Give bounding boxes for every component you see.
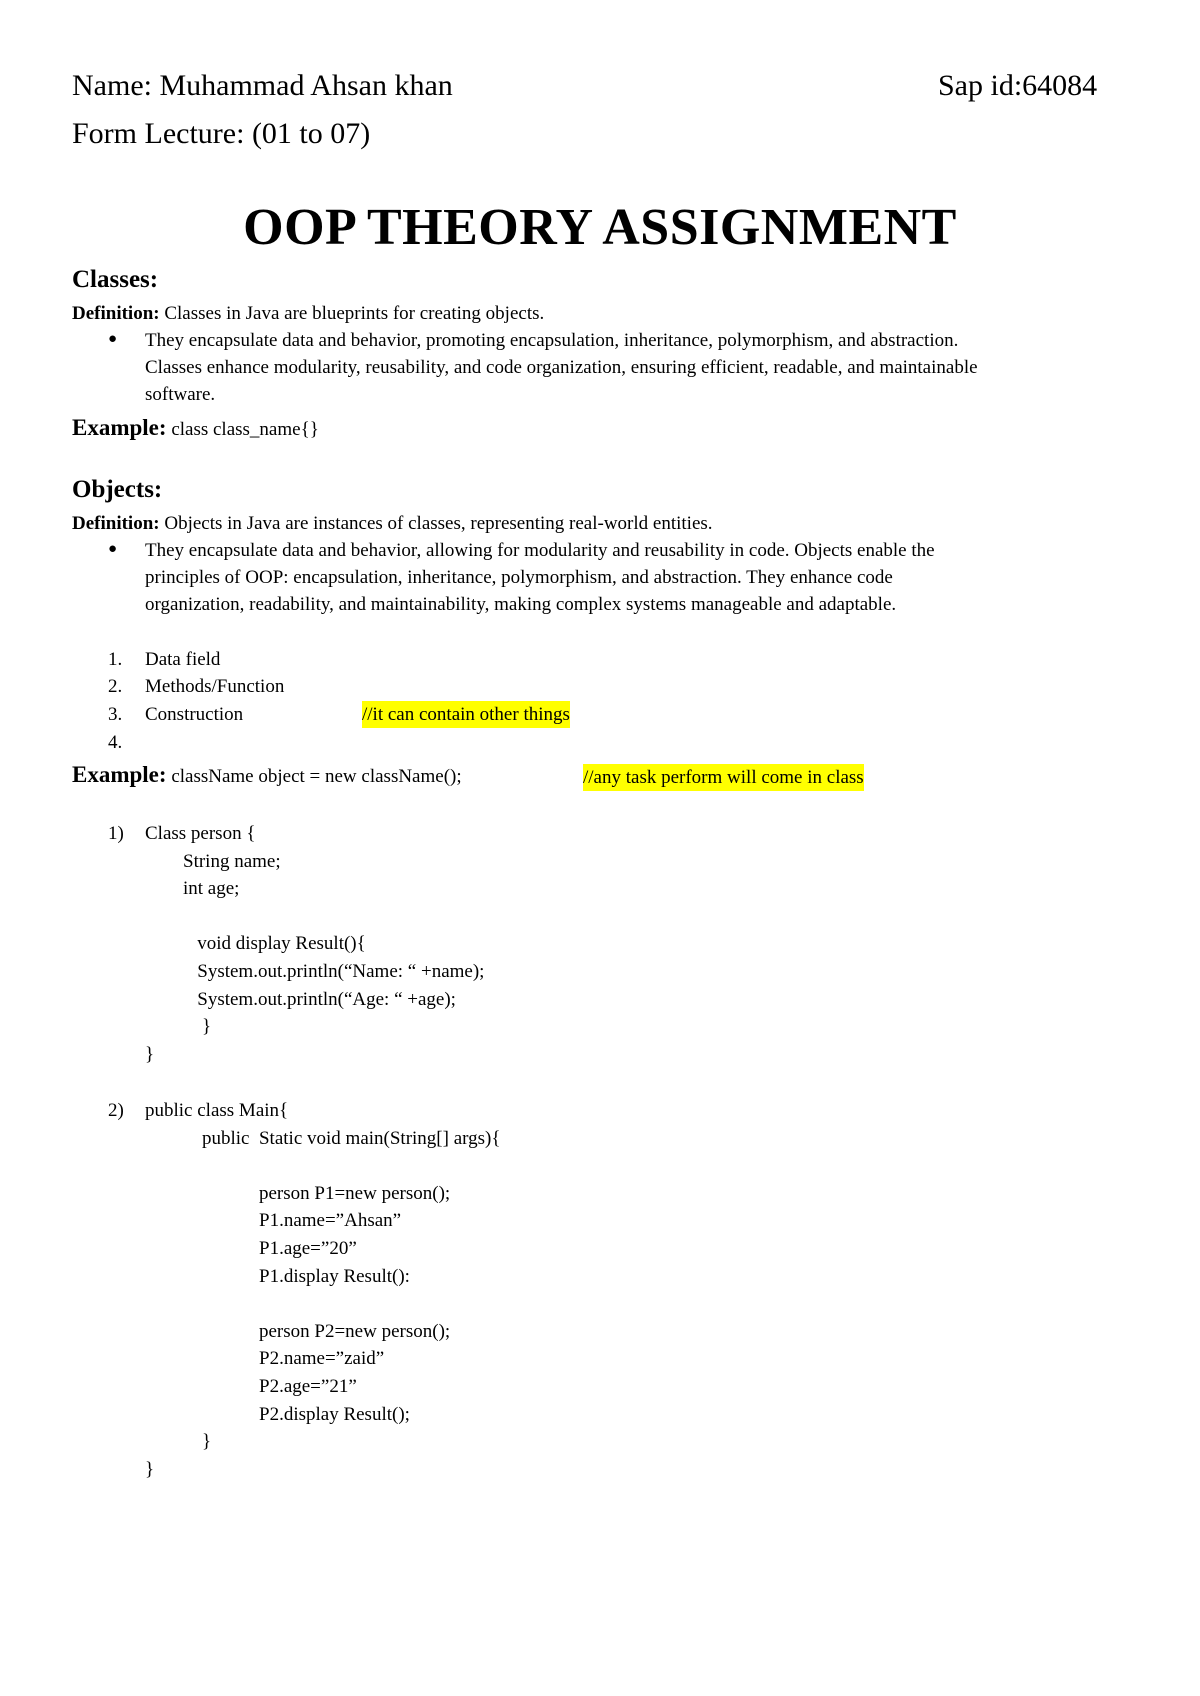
list-item: Methods/Function <box>145 676 285 697</box>
code-example-number: 1) <box>108 823 124 844</box>
code-line: person P2=new person(); <box>145 1320 451 1342</box>
classes-heading: Classes: <box>72 266 159 293</box>
list-number: 3. <box>108 704 123 725</box>
code-line: Class person { <box>145 823 256 844</box>
objects-definition-label: Definition: <box>72 513 160 534</box>
classes-example-code: class class_name{} <box>166 419 319 440</box>
code-line: System.out.println(“Name: “ +name); <box>145 960 485 982</box>
code-line: void display Result(){ <box>145 933 366 955</box>
page-title: OOP THEORY ASSIGNMENT <box>243 199 957 256</box>
objects-example <box>72 761 462 790</box>
code-line: public class Main{ <box>145 1100 289 1121</box>
code-line: person P1=new person(); <box>145 1182 451 1204</box>
objects-definition-text: Objects in Java are instances of classes, representing real-world entities. <box>159 513 713 534</box>
example-note-highlight: //any task perform will come in class <box>583 764 864 791</box>
code-line <box>145 1290 500 1318</box>
classes-bullet-line: software. <box>145 384 216 405</box>
objects-example-label: Example: <box>72 762 167 787</box>
code-line: P1.display Result(): <box>145 1265 410 1287</box>
bullet-icon: ● <box>108 541 118 557</box>
code-line: } <box>145 1458 155 1480</box>
code-line: P2.name=”zaid” <box>145 1348 385 1370</box>
code-line: } <box>145 1043 155 1065</box>
classes-example <box>72 414 319 443</box>
bullet-icon: ● <box>108 331 118 347</box>
code-example-number: 2) <box>108 1100 124 1121</box>
list-number: 2. <box>108 676 123 697</box>
objects-bullet-line: principles of OOP: encapsulation, inheritance, polymorphism, and abstraction. They enhance code <box>145 567 893 588</box>
objects-definition <box>72 510 713 537</box>
objects-bullet-line: organization, readability, and maintainability, making complex systems manageable and adaptable. <box>145 594 897 615</box>
classes-bullet-line: Classes enhance modularity, reusability, and code organization, ensuring efficient, readable, and maintainable <box>145 357 978 378</box>
classes-definition <box>72 300 544 327</box>
list-number: 1. <box>108 649 123 670</box>
code-line <box>145 1152 500 1180</box>
code-line: int age; <box>145 878 240 900</box>
code-block <box>145 820 484 1068</box>
objects-heading: Objects: <box>72 476 163 503</box>
objects-example-code: className object = new className(); <box>166 766 462 787</box>
code-line: public Static void main(String[] args){ <box>145 1127 501 1149</box>
list-item: Construction <box>145 704 244 725</box>
classes-example-label: Example: <box>72 415 167 440</box>
student-name: Name: Muhammad Ahsan khan <box>72 69 453 102</box>
list-item: Data field <box>145 649 221 670</box>
code-line: System.out.println(“Age: “ +age); <box>145 988 456 1010</box>
code-line: P2.display Result(); <box>145 1403 410 1425</box>
code-line: P1.age=”20” <box>145 1237 357 1259</box>
classes-bullet-line: They encapsulate data and behavior, promoting encapsulation, inheritance, polymorphism, and abstraction. <box>145 330 959 351</box>
form-lecture: Form Lecture: (01 to 07) <box>72 117 371 150</box>
code-line: } <box>145 1431 212 1453</box>
sap-id: Sap id:64084 <box>938 69 1098 102</box>
code-line: P1.name=”Ahsan” <box>145 1210 402 1232</box>
code-line: } <box>145 1016 212 1038</box>
list-note-highlight: //it can contain other things <box>362 701 570 728</box>
list-number: 4. <box>108 732 123 753</box>
classes-definition-text: Classes in Java are blueprints for creating objects. <box>159 303 545 324</box>
code-line <box>145 903 484 931</box>
code-block <box>145 1097 500 1483</box>
code-line: P2.age=”21” <box>145 1375 357 1397</box>
code-line: String name; <box>145 850 281 872</box>
objects-bullet-line: They encapsulate data and behavior, allowing for modularity and reusability in code. Objects enable the <box>145 540 935 561</box>
classes-definition-label: Definition: <box>72 303 160 324</box>
